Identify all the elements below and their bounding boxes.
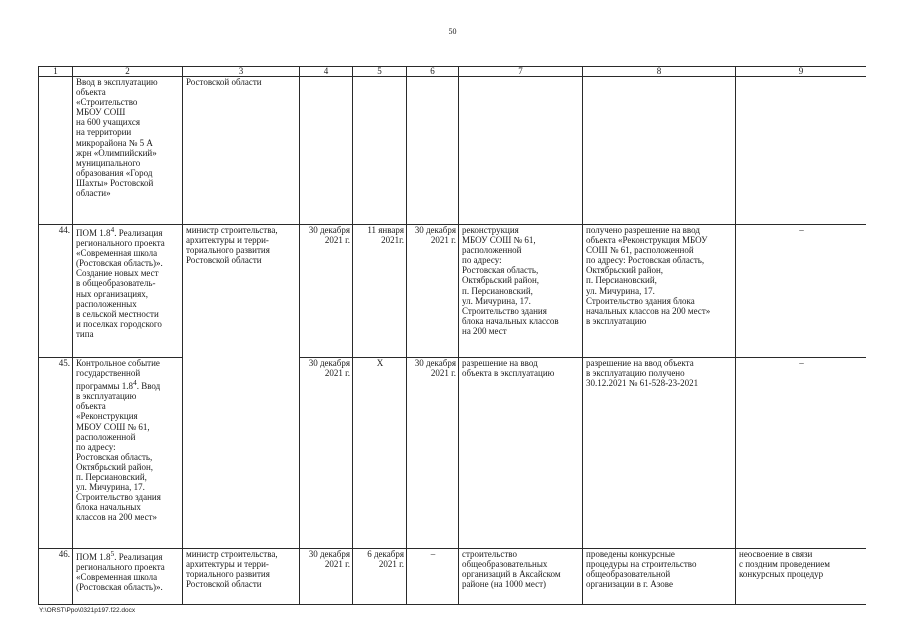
row-number: 46. [39,549,73,605]
event-name-text: . Реализация регионального проекта «Современная школа (Ростовская область)». [76,552,165,593]
planned-result [459,77,583,225]
fact-end-date: – [407,549,459,605]
column-number-row [39,67,867,77]
responsible-cell: министр строительства, архитектуры и терри- ториального развития Ростовской области [183,549,300,605]
column-number: 1 [39,67,73,77]
responsible-cell: Ростовской области [183,77,300,225]
note-cell: – [736,358,867,549]
table-row [39,549,867,605]
row-number: 44. [39,225,73,358]
actual-result: разрешение на ввод объекта в эксплуатацию получено 30.12.2021 № 61-528-23-2021 [583,358,736,549]
table-row [39,77,867,225]
page-number: 50 [448,27,457,36]
column-number: 5 [353,67,407,77]
column-number: 3 [183,67,300,77]
fact-end-date: 30 декабря 2021 г. [407,225,459,358]
plan-date: 30 декабря 2021 г. [300,225,353,358]
document-table [38,66,866,605]
event-name-text: . Ввод в эксплуатацию объекта «Реконструкция МБОУ СОШ № 61, расположенной по адресу: Ростовская область, Октябрьский район, п. Персиановский, ул. Мичурина, 17. Строительство здания блока начальных классов на 200 мест» [76,381,161,523]
fact-start-date: Х [353,358,407,549]
note-cell: – [736,225,867,358]
event-name-prefix: ПОМ 1.8 [76,228,111,238]
actual-result [583,77,736,225]
note-cell: неосвоение в связи с поздним проведением конкурсных процедур [736,549,867,605]
event-name [73,358,183,549]
footnote-mark: 4 [132,378,137,388]
responsible-cell: министр строительства, архитектуры и терри- ториального развития Ростовской области [183,225,300,549]
column-number: 2 [73,67,183,77]
footnote-mark: 5 [110,549,115,558]
event-name [73,225,183,358]
fact-start-date: 11 января 2021г. [353,225,407,358]
note-cell [736,77,867,225]
planned-result: строительство общеобразовательных организаций в Аксайском районе (на 1000 мест) [459,549,583,605]
plan-date: 30 декабря 2021 г. [300,549,353,605]
planned-result: реконструкция МБОУ СОШ № 61, расположенной по адресу: Ростовская область, Октябрьский район, п. Персиановский, ул. Мичурина, 17. Строительство здания блока начальных классов на 200 мест [459,225,583,358]
row-number [39,77,73,225]
event-name-prefix: Контрольное событие государственной программы 1.8 [76,358,160,392]
column-number: 7 [459,67,583,77]
column-number: 6 [407,67,459,77]
actual-result: проведены конкурсные процедуры на строительство общеобразовательной организации в г. Азове [583,549,736,605]
event-name-prefix: ПОМ 1.8 [76,552,111,562]
row-number: 45. [39,358,73,549]
planned-result: разрешение на ввод объекта в эксплуатацию [459,358,583,549]
fact-end-date: 30 декабря 2021 г. [407,358,459,549]
event-name: Ввод в эксплуатацию объекта «Строительство МБОУ СОШ на 600 учащихся на территории микрорайона № 5 А жрн «Олимпийский» муниципального образования «Город Шахты» Ростовской области» [73,77,183,225]
column-number: 4 [300,67,353,77]
fact-start-date: 6 декабря 2021 г. [353,549,407,605]
plan-date [300,77,353,225]
table-row [39,358,867,549]
fact-start-date [353,77,407,225]
column-number: 8 [583,67,736,77]
event-name [73,549,183,605]
actual-result: получено разрешение на ввод объекта «Реконструкция МБОУ СОШ № 61, расположенной по адресу: Ростовская область, Октябрьский район, п. Персиановский, ул. Мичурина, 17. Строительство здания блока начальных классов на 200 мест» в эксплуатацию [583,225,736,358]
table-row [39,225,867,358]
plan-date: 30 декабря 2021 г. [300,358,353,549]
column-number: 9 [736,67,867,77]
footnote-mark: 4 [110,225,115,234]
file-path-footer: Y:\ORST\Ppo\0321p197.f22.docx [39,607,136,614]
fact-end-date [407,77,459,225]
document-table-container [38,66,866,607]
event-name-text: . Реализация регионального проекта «Современная школа (Ростовская область)». Создание новых мест в общеобразователь- ных организациях, расположенных в сельской местности и поселках городского типа [76,228,165,339]
